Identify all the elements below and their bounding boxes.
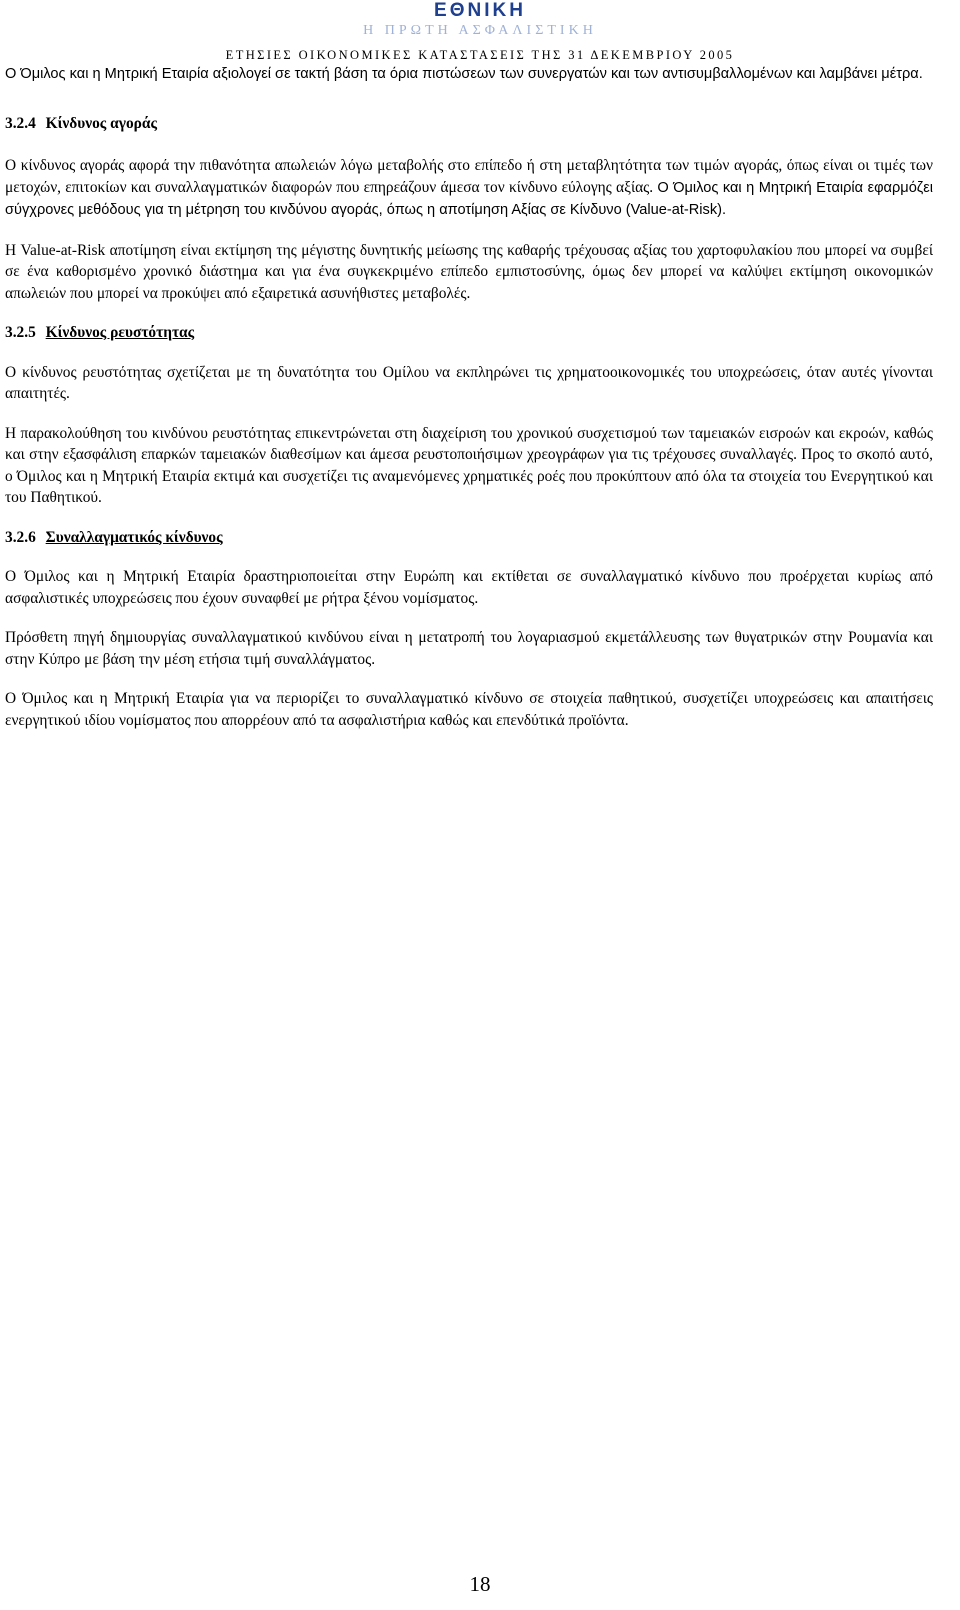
company-tagline: Η ΠΡΩΤΗ ΑΣΦΑΛΙΣΤΙΚΗ [363, 23, 597, 38]
market-risk-paragraph [5, 155, 933, 222]
section-title: Συναλλαγματικός κίνδυνος [45, 528, 223, 546]
market-risk-definition: Ο κίνδυνος αγοράς αφορά την πιθανότητα απωλειών λόγω μεταβολής στο επίπεδο ή στη μεταβλητότητα των τιμών αγοράς, όπως είναι οι τιμές των μετοχών, επιτοκίων και συναλλαγματικών διαφορών που επηρεάζουν άμεσα τον κίνδυνο εύλογης αξίας. [5, 157, 933, 196]
report-title: ΕΤΗΣΙΕΣ ΟΙΚΟΝΟΜΙΚΕΣ ΚΑΤΑΣΤΑΣΕΙΣ ΤΗΣ 31 ΔΕΚΕΜΒΡΙΟΥ 2005 [225, 48, 735, 62]
intro-paragraph: Ο Όμιλος και η Μητρική Εταιρία αξιολογεί σε τακτή βάση τα όρια πιστώσεων των συνεργατών και των αντισυμβαλλομένων και λαμβάνει μέτρα. [5, 66, 923, 82]
liquidity-risk-paragraph: Ο κίνδυνος ρευστότητας σχετίζεται με τη δυνατότητα του Ομίλου να εκπληρώνει τις χρηματοοικονομικές του υποχρεώσεις, όταν αυτές γίνονται απαιτητές. [5, 363, 933, 402]
page-number: 18 [469, 1572, 491, 1596]
section-number: 3.2.5 [5, 324, 36, 341]
section-title: Κίνδυνος ρευστότητας [45, 324, 195, 341]
liquidity-monitoring-paragraph: Η παρακολούθηση του κινδύνου ρευστότητας επικεντρώνεται στη διαχείριση του χρονικού συσχετισμού των ταμειακών εισροών και εκροών, καθώς και στην εξασφάλιση επαρκών ταμειακών διαθεσίμων και άμεσα ρευστοποιήσιμων χρεογράφων για τις τρέχουσες συναλλαγές. Προς το σκοπό αυτό, ο Όμιλος και η Μητρική Εταιρία εκτιμά και συσχετίζει τις αναμενόμενες χρηματικές ροές που προκύπτουν από όλα τα στοιχεία του Ενεργητικού και του Παθητικού. [5, 424, 933, 506]
fx-mitigation-paragraph: Ο Όμιλος και η Μητρική Εταιρία για να περιορίζει το συναλλαγματικό κίνδυνο σε στοιχεία παθητικού, συσχετίζει υποχρεώσεις και απαιτήσεις ενεργητικού ιδίου νομίσματος που απορρέουν από τα ασφαλιστήρια καθώς και επενδύτικά προϊόντα. [5, 690, 933, 729]
var-paragraph: Η Value-at-Risk αποτίμηση είναι εκτίμηση της μέγιστης δυνητικής μείωσης της καθαρής τρέχουσας αξίας του χαρτοφυλακίου που μπορεί να συμβεί σε ένα καθορισμένο χρονικό διάστημα και για ένα συγκεκριμένο επίπεδο εμπιστοσύνης, όμως δεν μπορεί να καλύψει εκτίμηση οικονομικών απωλειών που μπορεί να προκύψει από εξαιρετικά ασυνήθιστες μεταβολές. [5, 241, 933, 302]
fx-source-paragraph: Πρόσθετη πηγή δημιουργίας συναλλαγματικού κινδύνου είναι η μετατροπή του λογαριασμού εκμετάλλευσης των θυγατρικών στην Ρουμανία και στην Κύπρο με βάση την μέση ετήσια τιμή συναλλάγματος. [5, 629, 933, 668]
company-logo-text: ΕΘΝΙΚΗ [434, 0, 526, 21]
fx-risk-paragraph: Ο Όμιλος και η Μητρική Εταιρία δραστηριοποιείται στην Ευρώπη και εκτίθεται σε συναλλαγματικό κίνδυνο που προέρχεται κυρίως από ασφαλιστικές υποχρεώσεις που έχουν συναφθεί με ρήτρα ξένου νομίσματος. [5, 568, 933, 607]
document-body [5, 64, 933, 731]
section-number: 3.2.4 [5, 114, 36, 132]
section-heading-3-2-6 [5, 527, 933, 549]
section-title: Κίνδυνος αγοράς [45, 114, 157, 132]
section-number: 3.2.6 [5, 528, 36, 546]
section-heading-3-2-4 [5, 113, 933, 135]
section-heading-3-2-5 [5, 322, 933, 344]
page-header [0, 0, 960, 64]
market-risk-method: Ο Όμιλος και η Μητρική Εταιρία εφαρμόζει σύγχρονες μεθόδους για τη μέτρηση του κινδύνου αγοράς, όπως η αποτίμηση Αξίας σε Κίνδυνο (Value-at-Risk). [5, 179, 933, 218]
